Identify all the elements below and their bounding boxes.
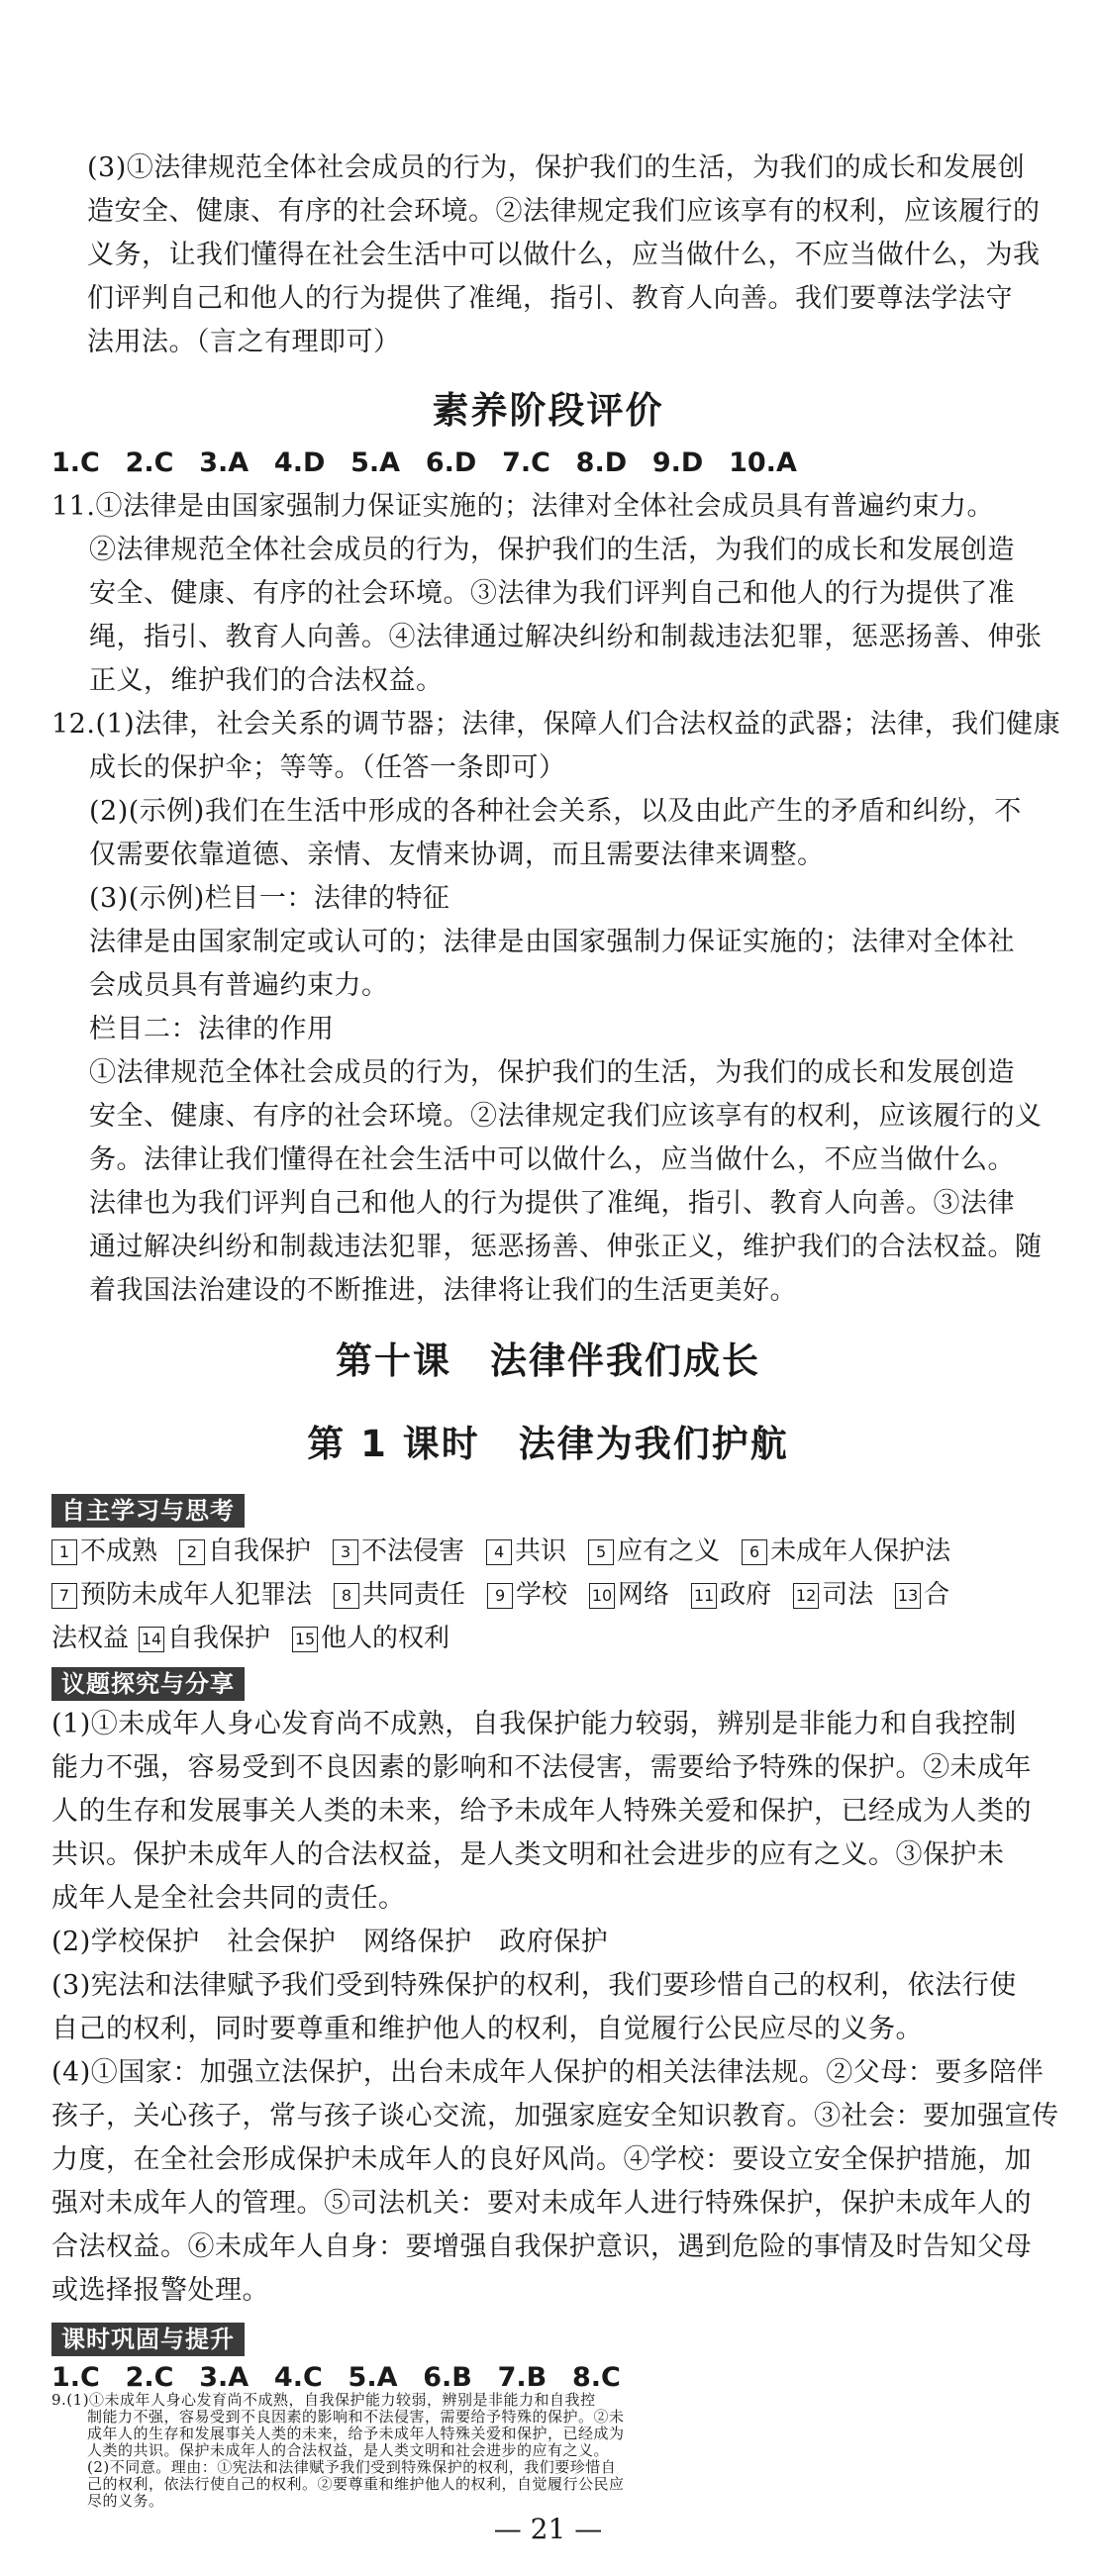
s1-line: 务。法律让我们懂得在社会生活中可以做什么，应当做什么，不应当做什么。 xyxy=(89,1144,1015,1175)
blank-item: 8 共同责任 xyxy=(334,1580,465,1610)
number-box-icon: 12 xyxy=(793,1583,819,1609)
s1-line: 安全、健康、有序的社会环境。③法律为我们评判自己和他人的行为提供了准 xyxy=(89,578,1015,609)
blank-item: 3 不法侵害 xyxy=(333,1536,464,1566)
page-number: — 21 — xyxy=(493,2513,603,2545)
number-box-icon: 8 xyxy=(334,1583,359,1609)
s2-line: 力度，在全社会形成保护未成年人的良好风尚。④学校：要设立安全保护措施，加 xyxy=(51,2144,1032,2175)
blanks-line-2 xyxy=(51,1573,949,1617)
blank-item: 4 共识 xyxy=(486,1536,566,1566)
s1-line: 着我国法治建设的不断推进，法律将让我们的生活更美好。 xyxy=(89,1275,797,1306)
number-box-icon: 14 xyxy=(139,1627,164,1652)
s1-line: ②法律规范全体社会成员的行为，保护我们的生活，为我们的成长和发展创造 xyxy=(89,535,1015,565)
answer: 6.B xyxy=(423,2362,472,2393)
lesson-title: 第十课 法律伴我们成长 xyxy=(336,1339,760,1382)
answer: 1.C xyxy=(51,2362,100,2393)
section1-answers xyxy=(51,442,797,485)
blank-item: 2 自我保护 xyxy=(179,1536,311,1566)
number-box-icon: 11 xyxy=(691,1583,717,1609)
s3-line: 己的权利，依法行使自己的权利。②要尊重和维护他人的权利，自觉履行公民应 xyxy=(87,2475,625,2493)
s2-line: 孩子，关心孩子，常与孩子谈心交流，加强家庭安全知识教育。③社会：要加强宣传 xyxy=(51,2101,1059,2131)
blank-item: 9 学校 xyxy=(487,1580,567,1610)
answer: 9.D xyxy=(651,447,704,478)
s1-line: 正义，维护我们的合法权益。 xyxy=(89,665,444,696)
answer: 5.A xyxy=(350,447,401,478)
answer: 2.C xyxy=(125,2362,174,2393)
blank-item: 12 司法 xyxy=(793,1580,873,1610)
blank-item: 6 未成年人保护法 xyxy=(742,1536,950,1566)
s2-line: 能力不强，容易受到不良因素的影响和不法侵害，需要给予特殊的保护。②未成年 xyxy=(51,1752,1032,1783)
number-box-icon: 3 xyxy=(333,1539,358,1565)
top-line-1: (3)①法律规范全体社会成员的行为，保护我们的生活，为我们的成长和发展创 xyxy=(87,152,1026,183)
top-line-5: 法用法。（言之有理即可） xyxy=(87,327,401,357)
answer: 7.C xyxy=(502,447,550,478)
answer: 10.A xyxy=(729,447,797,478)
answer: 7.B xyxy=(497,2362,548,2393)
answer: 8.D xyxy=(575,447,628,478)
blank-item: 7 预防未成年人犯罪法 xyxy=(51,1580,312,1610)
blank-item: 1 不成熟 xyxy=(51,1536,157,1566)
s2-line: (3)宪法和法律赋予我们受到特殊保护的权利，我们要珍惜自己的权利，依法行使 xyxy=(51,1970,1017,2001)
number-box-icon: 2 xyxy=(179,1539,205,1565)
s1-line: 会成员具有普遍约束力。 xyxy=(89,970,389,1001)
blank-continuation: 法权益 xyxy=(51,1624,130,1653)
s3-line: 制能力不强，容易受到不良因素的影响和不法侵害，需要给予特殊的保护。②未 xyxy=(87,2408,625,2426)
s3-line: 成年人的生存和发展事关人类的未来，给予未成年人特殊关爱和保护，已经成为 xyxy=(87,2425,625,2442)
s2-line: 或选择报警处理。 xyxy=(51,2275,269,2306)
blank-item: 13 合 xyxy=(895,1580,949,1610)
answer: 5.A xyxy=(348,2362,398,2393)
top-line-4: 们评判自己和他人的行为提供了准绳，指引、教育人向善。我们要尊法学法守 xyxy=(87,283,1013,314)
s2-line: 成年人是全社会共同的责任。 xyxy=(51,1883,406,1914)
blanks-line-3 xyxy=(51,1617,471,1660)
blank-item: 5 应有之义 xyxy=(588,1536,720,1566)
answer: 4.D xyxy=(273,447,326,478)
s2-line: 共识。保护未成年人的合法权益，是人类文明和社会进步的应有之义。③保护未 xyxy=(51,1839,1005,1870)
s1-line: 成长的保护伞；等等。（任答一条即可） xyxy=(89,752,566,783)
s1-line: 法律是由国家制定或认可的；法律是由国家强制力保证实施的；法律对全体社 xyxy=(89,927,1015,957)
answer: 1.C xyxy=(51,447,100,478)
answer: 8.C xyxy=(571,2362,621,2393)
top-line-3: 义务，让我们懂得在社会生活中可以做什么，应当做什么，不应当做什么，为我 xyxy=(87,240,1041,270)
s2-line: 人的生存和发展事关人类的未来，给予未成年人特殊关爱和保护，已经成为人类的 xyxy=(51,1796,1032,1827)
s3-line: (2)不同意。理由：①宪法和法律赋予我们受到特殊保护的权利，我们要珍惜自 xyxy=(87,2458,617,2476)
s1-line: 11.①法律是由国家强制力保证实施的；法律对全体社会成员具有普遍约束力。 xyxy=(51,491,994,522)
answer: 2.C xyxy=(125,447,174,478)
s2-line: 自己的权利，同时要尊重和维护他人的权利，自觉履行公民应尽的义务。 xyxy=(51,2014,923,2044)
answer: 3.A xyxy=(199,2362,249,2393)
answer: 6.D xyxy=(425,447,477,478)
s2-line: (2)学校保护 社会保护 网络保护 政府保护 xyxy=(51,1927,609,1957)
s3-line: 9.(1)①未成年人身心发育尚不成熟，自我保护能力较弱，辨别是非能力和自我控 xyxy=(51,2391,596,2409)
number-box-icon: 7 xyxy=(51,1583,77,1609)
section-title-evaluation: 素养阶段评价 xyxy=(432,389,664,432)
s2-line: 合法权益。⑥未成年人自身：要增强自我保护意识，遇到危险的事情及时告知父母 xyxy=(51,2231,1032,2262)
number-box-icon: 10 xyxy=(589,1583,615,1609)
s1-line: (3)(示例)栏目一：法律的特征 xyxy=(89,883,450,914)
section-bar-consolidate: 课时巩固与提升 xyxy=(51,2323,245,2356)
s3-line: 人类的共识。保护未成年人的合法权益，是人类文明和社会进步的应有之义。 xyxy=(87,2441,610,2459)
number-box-icon: 1 xyxy=(51,1539,77,1565)
class-title: 第 1 课时 法律为我们护航 xyxy=(307,1423,789,1465)
blank-item: 14 自我保护 xyxy=(139,1624,270,1653)
number-box-icon: 9 xyxy=(487,1583,513,1609)
s1-line: 安全、健康、有序的社会环境。②法律规定我们应该享有的权利，应该履行的义 xyxy=(89,1101,1043,1132)
s1-line: (2)(示例)我们在生活中形成的各种社会关系，以及由此产生的矛盾和纠纷，不 xyxy=(89,796,1022,827)
s2-line: (1)①未成年人身心发育尚不成熟，自我保护能力较弱，辨别是非能力和自我控制 xyxy=(51,1709,1017,1739)
blank-item: 11 政府 xyxy=(691,1580,771,1610)
s1-line: 法律也为我们评判自己和他人的行为提供了准绳，指引、教育人向善。③法律 xyxy=(89,1188,1015,1219)
s3-line: 尽的义务。 xyxy=(87,2492,164,2510)
blanks-line-1 xyxy=(51,1530,950,1573)
section-bar-self-study: 自主学习与思考 xyxy=(51,1494,245,1528)
answer: 4.C xyxy=(273,2362,323,2393)
number-box-icon: 4 xyxy=(486,1539,512,1565)
blank-item: 15 他人的权利 xyxy=(292,1624,449,1653)
s1-line: 12.(1)法律，社会关系的调节器；法律，保障人们合法权益的武器；法律，我们健康 xyxy=(51,709,1061,740)
s1-line: 仅需要依靠道德、亲情、友情来协调，而且需要法律来调整。 xyxy=(89,840,825,870)
s1-line: 通过解决纠纷和制裁违法犯罪，惩恶扬善、伸张正义，维护我们的合法权益。随 xyxy=(89,1232,1043,1262)
blank-item: 10 网络 xyxy=(589,1580,669,1610)
s2-line: (4)①国家：加强立法保护，出台未成年人保护的相关法律法规。②父母：要多陪伴 xyxy=(51,2057,1045,2088)
s1-line: 栏目二：法律的作用 xyxy=(89,1014,335,1044)
number-box-icon: 15 xyxy=(292,1627,318,1652)
top-line-2: 造安全、健康、有序的社会环境。②法律规定我们应该享有的权利，应该履行的 xyxy=(87,196,1041,227)
s2-line: 强对未成年人的管理。⑤司法机关：要对未成年人进行特殊保护，保护未成年人的 xyxy=(51,2188,1032,2219)
number-box-icon: 6 xyxy=(742,1539,767,1565)
s1-line: 绳，指引、教育人向善。④法律通过解决纠纷和制裁违法犯罪，惩恶扬善、伸张 xyxy=(89,622,1043,652)
number-box-icon: 5 xyxy=(588,1539,614,1565)
number-box-icon: 13 xyxy=(895,1583,921,1609)
section-bar-explore-share: 议题探究与分享 xyxy=(51,1667,245,1701)
s1-line: ①法律规范全体社会成员的行为，保护我们的生活，为我们的成长和发展创造 xyxy=(89,1057,1015,1088)
answer: 3.A xyxy=(199,447,249,478)
